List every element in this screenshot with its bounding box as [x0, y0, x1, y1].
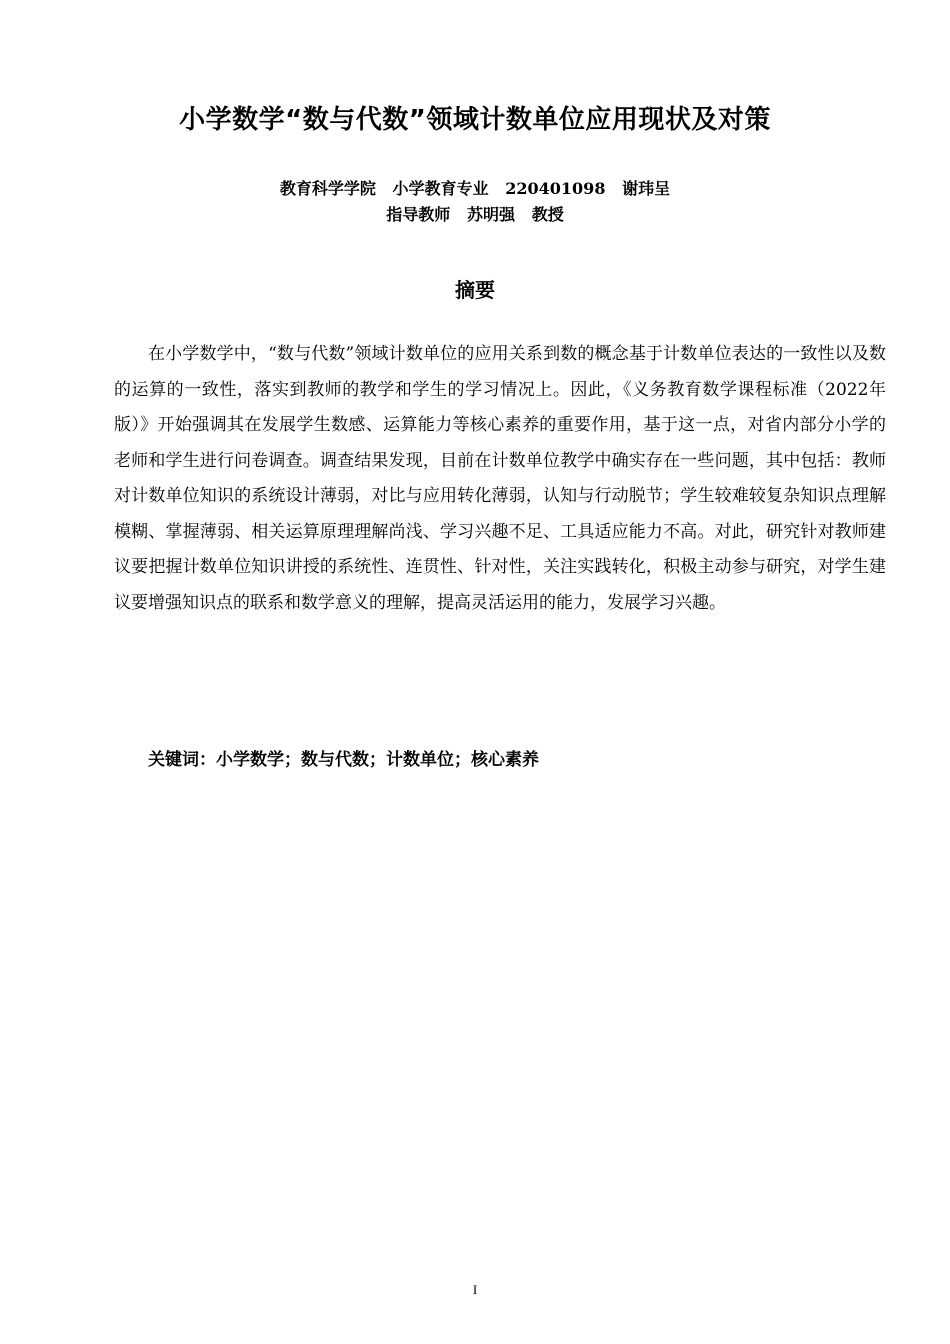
- author-info: 教育科学学院 小学教育专业 220401098 谢玮呈: [279, 179, 671, 198]
- advisor-info: 指导教师 苏明强 教授: [386, 205, 564, 224]
- abstract-text: 在小学数学中，“数与代数”领域计数单位的应用关系到数的概念基于计数单位表达的一致性以及数的运算的一致性，落实到教师的教学和学生的学习情况上。因此，《义务教育数学课程标准（2022年版）》开始强调其在发展学生数感、运算能力等核心素养的重要作用，基于这一点，对省内部分小学的老师和学生进行问卷调查。调查结果发现，目前在计数单位教学中确实存在一些问题，其中包括：教师对计数单位知识的系统设计薄弱，对比与应用转化薄弱，认知与行动脱节；学生较难较复杂知识点理解模糊、掌握薄弱、相关运算原理理解尚浅、学习兴趣不足、工具适应能力不高。对此，研究针对教师建议要把握计数单位知识讲授的系统性、连贯性、针对性，关注实践转化，积极主动参与研究，对学生建议要增强知识点的联系和数学意义的理解，提高灵活运用的能力，发展学习兴趣。: [114, 344, 886, 613]
- page-number: I: [472, 1282, 478, 1297]
- keywords: 关键词：小学数学；数与代数；计数单位；核心素养: [148, 750, 539, 770]
- abstract-heading: 摘要: [455, 278, 495, 302]
- paper-title: 小学数学“数与代数”领域计数单位应用现状及对策: [179, 105, 771, 135]
